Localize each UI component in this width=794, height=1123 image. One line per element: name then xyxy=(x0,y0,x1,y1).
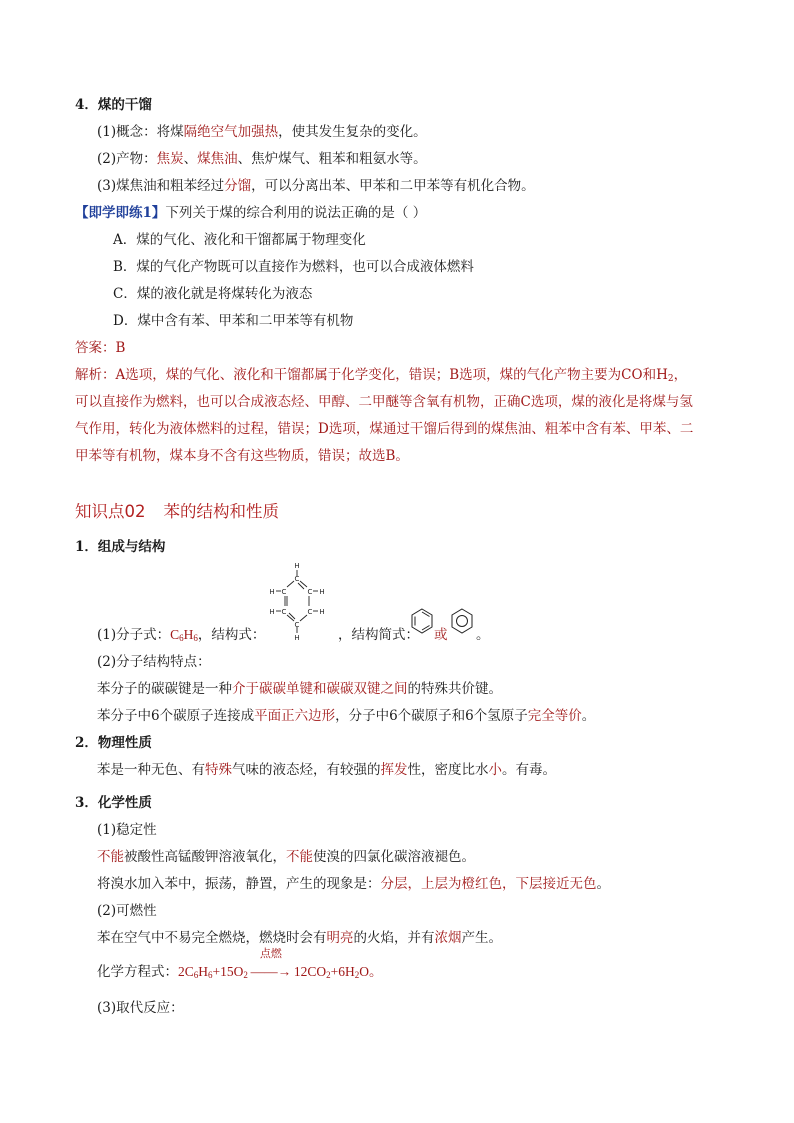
atom-c: C xyxy=(307,588,313,596)
chemical-heading: 3．化学性质 xyxy=(75,795,152,811)
reaction-arrow: 点燃 ——→ xyxy=(248,962,294,982)
benzene-kekule-icon xyxy=(410,607,434,635)
equation-line: 化学方程式：$2C_6H_6+15O_2$ 点燃 ——→ $12CO_2+6H_2O$。 xyxy=(97,948,383,980)
practice-tag: 【即学即练1】 xyxy=(75,205,166,221)
benzene-circle-icon xyxy=(450,607,474,635)
structure-planar-feature: 苯分子中6个碳原子连接成平面正六边形，分子中6个碳原子和6个氢原子完全等价。 xyxy=(97,708,596,724)
option-d: D．煤中含有苯、甲苯和二甲苯等有机物 xyxy=(113,313,354,329)
coal-fractionation: (3)煤焦油和粗苯经过分馏，可以分离出苯、甲苯和二甲苯等有机化合物。 xyxy=(97,178,535,194)
stability-line-2: 将溴水加入苯中，振荡，静置，产生的现象是：分层，上层为橙红色，下层接近无色。 xyxy=(97,876,610,892)
combustibility-label: (2)可燃性 xyxy=(97,903,157,919)
practice-question: 【即学即练1】下列关于煤的综合利用的说法正确的是（ ） xyxy=(75,205,427,221)
atom-c: C xyxy=(307,608,313,616)
option-c: C．煤的液化就是将煤转化为液态 xyxy=(113,286,313,302)
benzene-structural-formula xyxy=(262,560,332,640)
atom-h: H xyxy=(269,608,275,616)
atom-h: H xyxy=(294,562,300,570)
atom-c: C xyxy=(281,588,287,596)
end-mark: 。 xyxy=(476,627,490,643)
analysis-line-4: 甲苯等有机物，煤本身不含有这些物质，错误；故选B。 xyxy=(75,448,409,464)
stability-line-1: 不能被酸性高锰酸钾溶液氧化，不能使溴的四氯化碳溶液褪色。 xyxy=(97,849,475,865)
coal-concept: (1)概念：将煤隔绝空气加强热，使其发生复杂的变化。 xyxy=(97,124,427,140)
combustibility-line: 苯在空气中不易完全燃烧，燃烧时会有明亮的火焰，并有浓烟产生。 xyxy=(97,930,502,946)
analysis-line-3: 气作用，转化为液体燃料的过程，错误；D选项，煤通过干馏后得到的煤焦油、粗苯中含有苯、甲苯、二 xyxy=(75,421,694,437)
analysis-line-1: 解析：A选项，煤的气化、液化和干馏都属于化学变化，错误；B选项，煤的气化产物主要为CO和$H_2$， xyxy=(75,367,688,384)
atom-c: C xyxy=(281,608,287,616)
structure-features-label: (2)分子结构特点： xyxy=(97,654,211,670)
structure-heading: 1．组成与结构 xyxy=(75,539,166,555)
atom-c: C xyxy=(294,575,300,583)
option-b: B．煤的气化产物既可以直接作为燃料，也可以合成液体燃料 xyxy=(113,259,474,275)
physical-heading: 2．物理性质 xyxy=(75,735,152,751)
coal-heading: 4．煤的干馏 xyxy=(75,97,152,113)
combustion-equation: $2C_6H_6+15O_2$ 点燃 ——→ $12CO_2+6H_2O$。 xyxy=(178,948,383,980)
stability-label: (1)稳定性 xyxy=(97,822,157,838)
or-text: 或 xyxy=(434,627,448,643)
formula-line: (1)分子式：$C_6H_6$，结构式： xyxy=(97,627,266,643)
structure-bond-feature: 苯分子的碳碳键是一种介于碳碳单键和碳碳双键之间的特殊共价键。 xyxy=(97,681,502,697)
physical-properties: 苯是一种无色、有特殊气味的液态烃，有较强的挥发性，密度比水小。有毒。 xyxy=(97,762,556,778)
atom-h: H xyxy=(269,588,275,596)
atom-c: C xyxy=(294,621,300,629)
atom-h: H xyxy=(319,608,325,616)
option-a: A．煤的气化、液化和干馏都属于物理变化 xyxy=(113,232,366,248)
atom-h: H xyxy=(294,634,300,640)
answer: 答案：B xyxy=(75,340,126,356)
reaction-condition: 点燃 xyxy=(259,948,282,960)
substitution-label: (3)取代反应： xyxy=(97,1000,184,1016)
atom-h: H xyxy=(319,588,325,596)
coal-products: (2)产物：焦炭、煤焦油、焦炉煤气、粗苯和粗氨水等。 xyxy=(97,151,427,167)
analysis-line-2: 可以直接作为燃料，也可以合成液态烃、甲醇、二甲醚等含氧有机物，正确C选项，煤的液化是将煤与氢 xyxy=(75,394,693,410)
knowledge-point-title: 知识点02 苯的结构和性质 xyxy=(75,502,279,521)
simple-formula-label: ，结构简式： xyxy=(338,627,419,643)
